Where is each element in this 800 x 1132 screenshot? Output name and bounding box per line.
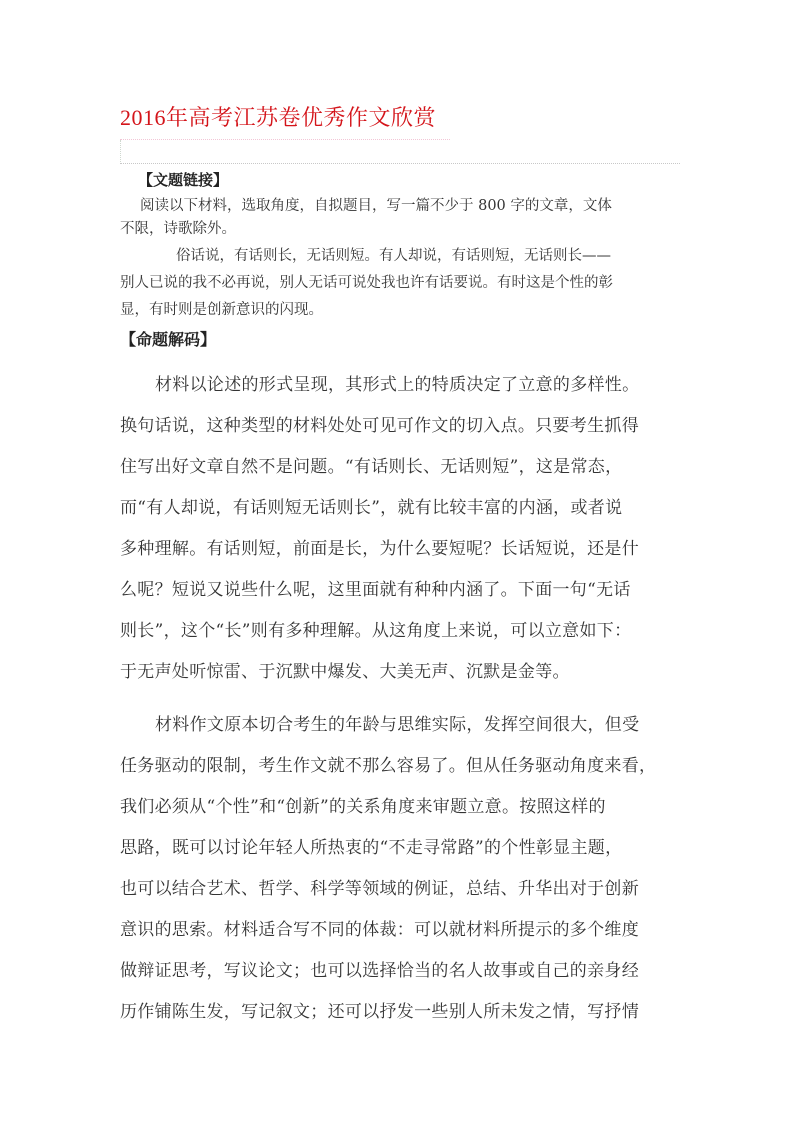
- document-title: 2016年高考江苏卷优秀作文欣赏: [120, 105, 437, 130]
- prompt-line: 不限，诗歌除外。: [120, 221, 236, 237]
- analysis-p2-line: 任务驱动的限制，考生作文就不那么容易了。但从任务驱动角度来看，: [120, 756, 657, 776]
- analysis-p2-line: 材料作文原本切合考生的年龄与思维实际，发挥空间很大，但受: [155, 715, 640, 735]
- analysis-p2-line: 意识的思索。材料适合写不同的体裁：可以就材料所提示的多个维度: [120, 920, 639, 940]
- analysis-p1-line: 材料以论述的形式呈现，其形式上的特质决定了立意的多样性。: [155, 375, 640, 395]
- analysis-p2-line: 思路，既可以讨论年轻人所热衷的“不走寻常路”的个性彰显主题，: [120, 838, 623, 858]
- analysis-p2-line: 做辩证思考，写议论文；也可以选择恰当的名人故事或自己的亲身经: [120, 961, 639, 981]
- dotted-divider: [120, 163, 680, 164]
- title-box-border: [120, 140, 121, 164]
- prompt-line: 俗话说，有话则长，无话则短。有人却说，有话则短，无话则长——: [176, 248, 611, 264]
- analysis-p1-line: 么呢？短说又说些什么呢，这里面就有种种内涵了。下面一句“无话: [120, 580, 631, 600]
- prompt-line: 阅读以下材料，选取角度，自拟题目，写一篇不少于 800 字的文章，文体: [140, 198, 612, 214]
- analysis-p2-line: 历作铺陈生发，写记叙文；还可以抒发一些别人所未发之情，写抒情: [120, 1002, 639, 1022]
- analysis-p1-line: 多种理解。有话则短，前面是长，为什么要短呢？长话短说，还是什: [120, 539, 639, 559]
- analysis-p1-line: 于无声处听惊雷、于沉默中爆发、大美无声、沉默是金等。: [120, 662, 570, 682]
- analysis-p1-line: 住写出好文章自然不是问题。“有话则长、无话则短”，这是常态，: [120, 457, 623, 477]
- prompt-heading: 【文题链接】: [138, 171, 229, 189]
- analysis-p2-line: 我们必须从“个性”和“创新”的关系角度来审题立意。按照这样的: [120, 797, 606, 817]
- title-underline: [120, 139, 450, 140]
- analysis-p1-line: 则长”，这个“长”则有多种理解。从这角度上来说，可以立意如下：: [120, 621, 632, 641]
- prompt-line: 别人已说的我不必再说，别人无话可说处我也许有话要说。有时这是个性的彰: [120, 275, 613, 291]
- analysis-p1-line: 而“有人却说，有话则短无话则长”，就有比较丰富的内涵，或者说: [120, 498, 623, 518]
- analysis-p2-line: 也可以结合艺术、哲学、科学等领域的例证，总结、升华出对于创新: [120, 879, 639, 899]
- analysis-heading: 【命题解码】: [120, 330, 217, 349]
- analysis-p1-line: 换句话说，这种类型的材料处处可见可作文的切入点。只要考生抓得: [120, 416, 639, 436]
- prompt-line: 显，有时则是创新意识的闪现。: [120, 302, 323, 318]
